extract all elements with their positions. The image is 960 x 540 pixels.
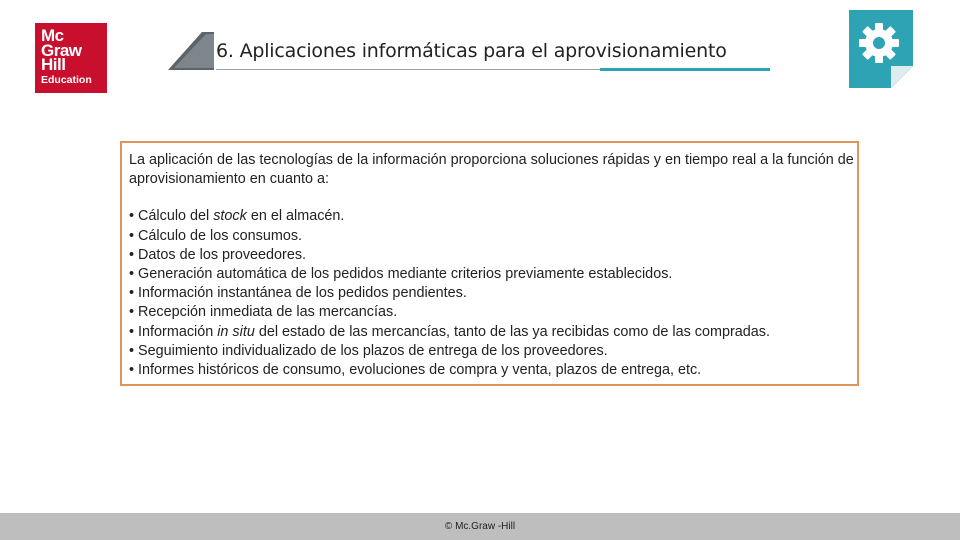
list-item: • Datos de los proveedores. xyxy=(129,246,307,263)
page-title: 6. Aplicaciones informáticas para el aprovisionamiento xyxy=(216,40,727,62)
list-item: • Generación automática de los pedidos mediante criterios previamente establecidos. xyxy=(129,266,673,283)
logo-line-education: Education xyxy=(41,73,92,86)
list-item: • Información instantánea de los pedidos pendientes. xyxy=(129,285,467,302)
logo-line-graw: Graw xyxy=(41,40,82,60)
title-underline-accent xyxy=(600,68,770,71)
gear-icon xyxy=(849,10,913,88)
logo-line-mc: Mc xyxy=(41,26,64,46)
bullet-list xyxy=(129,207,857,380)
list-item: • Cálculo del stock en el almacén. xyxy=(129,208,345,225)
list-item: • Seguimiento individualizado de los plazos de entrega de los proveedores. xyxy=(129,342,608,359)
mcgraw-hill-logo xyxy=(35,23,107,93)
list-item: • Información in situ del estado de las mercancías, tanto de las ya recibidas como de las compradas. xyxy=(129,323,770,340)
logo-line-hill: Hill xyxy=(41,55,66,75)
content-box xyxy=(120,141,859,386)
list-item: • Informes históricos de consumo, evoluciones de compra y venta, plazos de entrega, etc. xyxy=(129,362,702,379)
copyright-text: © Mc.Graw -Hill xyxy=(444,521,516,532)
list-item: • Recepción inmediata de las mercancías. xyxy=(129,304,398,321)
intro-paragraph: La aplicación de las tecnologías de la información proporciona soluciones rápidas y en tiempo real a la función de aprovisionamiento en cuanto a: xyxy=(129,152,854,188)
footer-bar xyxy=(0,513,960,540)
title-decoration xyxy=(168,32,218,70)
list-item: • Cálculo de los consumos. xyxy=(129,227,303,244)
